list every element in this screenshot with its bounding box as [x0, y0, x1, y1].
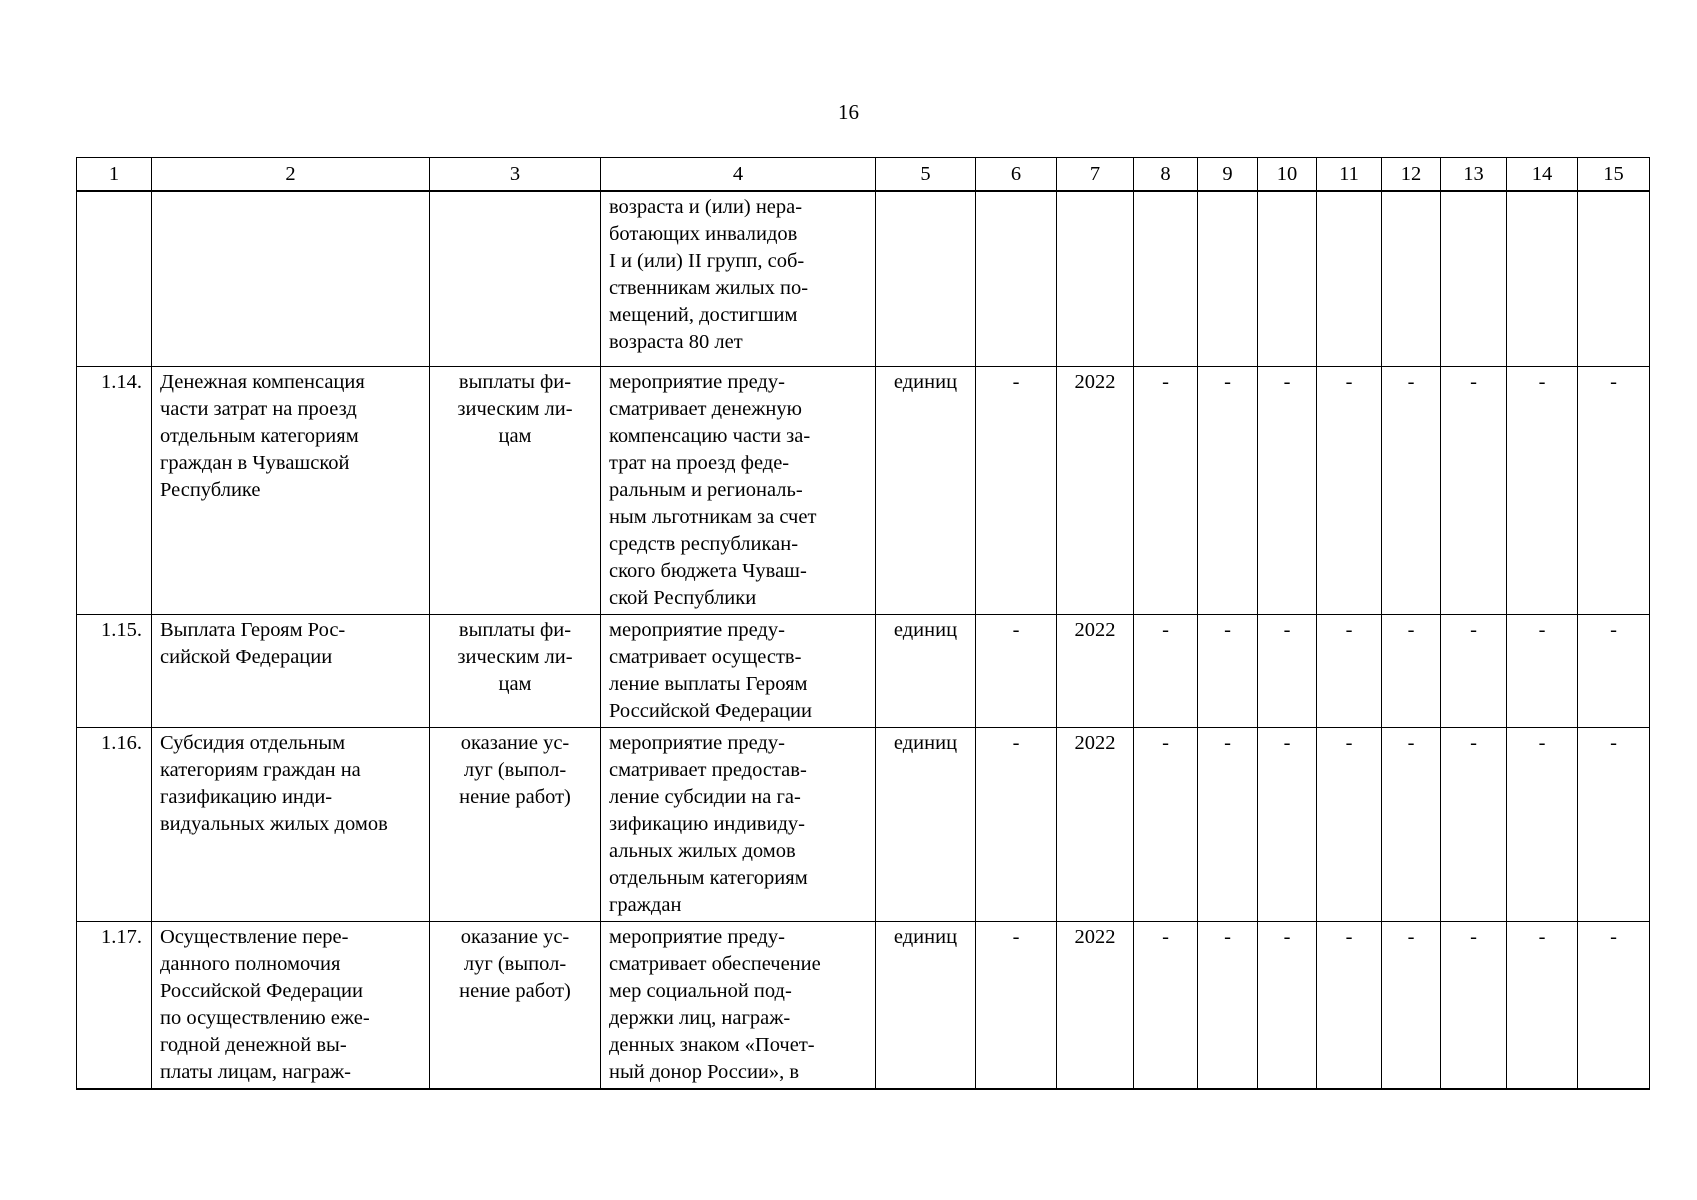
- cell-11: -: [1317, 922, 1382, 1090]
- measure-type: выплаты фи- зическим ли- цам: [430, 367, 601, 615]
- cell-14: -: [1507, 367, 1578, 615]
- cell-8: -: [1134, 367, 1198, 615]
- unit: единиц: [876, 728, 976, 922]
- cell-10: -: [1258, 615, 1317, 728]
- cell-12: -: [1382, 728, 1441, 922]
- page-number: 16: [838, 100, 859, 124]
- measure-type: выплаты фи- зическим ли- цам: [430, 615, 601, 728]
- cell-9: -: [1198, 922, 1258, 1090]
- row-number: [77, 191, 152, 367]
- cell-8: -: [1134, 922, 1198, 1090]
- measure-type: оказание ус- луг (выпол- нение работ): [430, 922, 601, 1090]
- column-header: 11: [1317, 158, 1382, 192]
- row-number: 1.16.: [77, 728, 152, 922]
- column-header: 13: [1441, 158, 1507, 192]
- measure-name: Осуществление пере- данного полномочия Российской Федерации по осуществлению еже- годной денежной вы- платы лицам, награж-: [152, 922, 430, 1090]
- cell-11: -: [1317, 728, 1382, 922]
- cell-12: -: [1382, 615, 1441, 728]
- column-header: 4: [601, 158, 876, 192]
- cell-10: -: [1258, 922, 1317, 1090]
- cell-12: -: [1382, 367, 1441, 615]
- cell-7: 2022: [1057, 922, 1134, 1090]
- column-header: 1: [77, 158, 152, 192]
- measure-type: оказание ус- луг (выпол- нение работ): [430, 728, 601, 922]
- cell-8: -: [1134, 615, 1198, 728]
- row-number: 1.14.: [77, 367, 152, 615]
- measure-name: [152, 191, 430, 367]
- cell-6: -: [976, 367, 1057, 615]
- cell-8: -: [1134, 728, 1198, 922]
- cell-9: -: [1198, 615, 1258, 728]
- measure-description: мероприятие преду- сматривает обеспечение мер социальной под- держки лиц, награж- денных знаком «Почет- ный донор России», в: [601, 922, 876, 1090]
- column-header: 9: [1198, 158, 1258, 192]
- measure-name: Субсидия отдельным категориям граждан на газификацию инди- видуальных жилых домов: [152, 728, 430, 922]
- column-header: 2: [152, 158, 430, 192]
- cell-15: -: [1578, 615, 1650, 728]
- cell-14: -: [1507, 922, 1578, 1090]
- row-number: 1.15.: [77, 615, 152, 728]
- cell-10: -: [1258, 367, 1317, 615]
- cell-7: [1057, 191, 1134, 367]
- column-header: 12: [1382, 158, 1441, 192]
- column-header: 8: [1134, 158, 1198, 192]
- table-row-continuation: [77, 191, 1650, 367]
- cell-15: [1578, 191, 1650, 367]
- cell-13: -: [1441, 367, 1507, 615]
- table-row: [77, 367, 1650, 615]
- measure-name: Выплата Героям Рос- сийской Федерации: [152, 615, 430, 728]
- cell-10: -: [1258, 728, 1317, 922]
- measure-description: мероприятие преду- сматривает предостав- ление субсидии на га- зификацию индивиду- альных жилых домов отдельным категориям граждан: [601, 728, 876, 922]
- column-header: 6: [976, 158, 1057, 192]
- column-header: 10: [1258, 158, 1317, 192]
- column-header: 3: [430, 158, 601, 192]
- cell-15: -: [1578, 728, 1650, 922]
- cell-10: [1258, 191, 1317, 367]
- cell-15: -: [1578, 367, 1650, 615]
- cell-7: 2022: [1057, 615, 1134, 728]
- measure-name: Денежная компенсация части затрат на проезд отдельным категориям граждан в Чувашской Республике: [152, 367, 430, 615]
- cell-6: [976, 191, 1057, 367]
- cell-6: -: [976, 728, 1057, 922]
- row-number: 1.17.: [77, 922, 152, 1090]
- measures-table: [76, 157, 1650, 1090]
- cell-14: [1507, 191, 1578, 367]
- cell-8: [1134, 191, 1198, 367]
- measure-description: мероприятие преду- сматривает денежную компенсацию части за- трат на проезд феде- ральным и региональ- ным льготникам за счет средств республикан- ского бюджета Чуваш- ской Республики: [601, 367, 876, 615]
- column-header: 5: [876, 158, 976, 192]
- cell-11: -: [1317, 615, 1382, 728]
- column-number-row: [77, 158, 1650, 192]
- cell-11: -: [1317, 367, 1382, 615]
- cell-6: -: [976, 615, 1057, 728]
- cell-13: -: [1441, 728, 1507, 922]
- cell-13: [1441, 191, 1507, 367]
- cell-13: -: [1441, 615, 1507, 728]
- measure-description: мероприятие преду- сматривает осуществ- ление выплаты Героям Российской Федерации: [601, 615, 876, 728]
- cell-12: -: [1382, 922, 1441, 1090]
- unit: [876, 191, 976, 367]
- cell-14: -: [1507, 728, 1578, 922]
- cell-9: -: [1198, 367, 1258, 615]
- column-header: 15: [1578, 158, 1650, 192]
- cell-12: [1382, 191, 1441, 367]
- table-row: [77, 728, 1650, 922]
- cell-7: 2022: [1057, 367, 1134, 615]
- column-header: 7: [1057, 158, 1134, 192]
- cell-9: -: [1198, 728, 1258, 922]
- table-row: [77, 615, 1650, 728]
- unit: единиц: [876, 615, 976, 728]
- measure-description: возраста и (или) нера- ботающих инвалидов I и (или) II групп, соб- ственникам жилых по- мещений, достигшим возраста 80 лет: [601, 191, 876, 367]
- unit: единиц: [876, 367, 976, 615]
- cell-9: [1198, 191, 1258, 367]
- measure-type: [430, 191, 601, 367]
- cell-13: -: [1441, 922, 1507, 1090]
- cell-15: -: [1578, 922, 1650, 1090]
- column-header: 14: [1507, 158, 1578, 192]
- table-row: [77, 922, 1650, 1090]
- cell-14: -: [1507, 615, 1578, 728]
- cell-6: -: [976, 922, 1057, 1090]
- cell-7: 2022: [1057, 728, 1134, 922]
- unit: единиц: [876, 922, 976, 1090]
- cell-11: [1317, 191, 1382, 367]
